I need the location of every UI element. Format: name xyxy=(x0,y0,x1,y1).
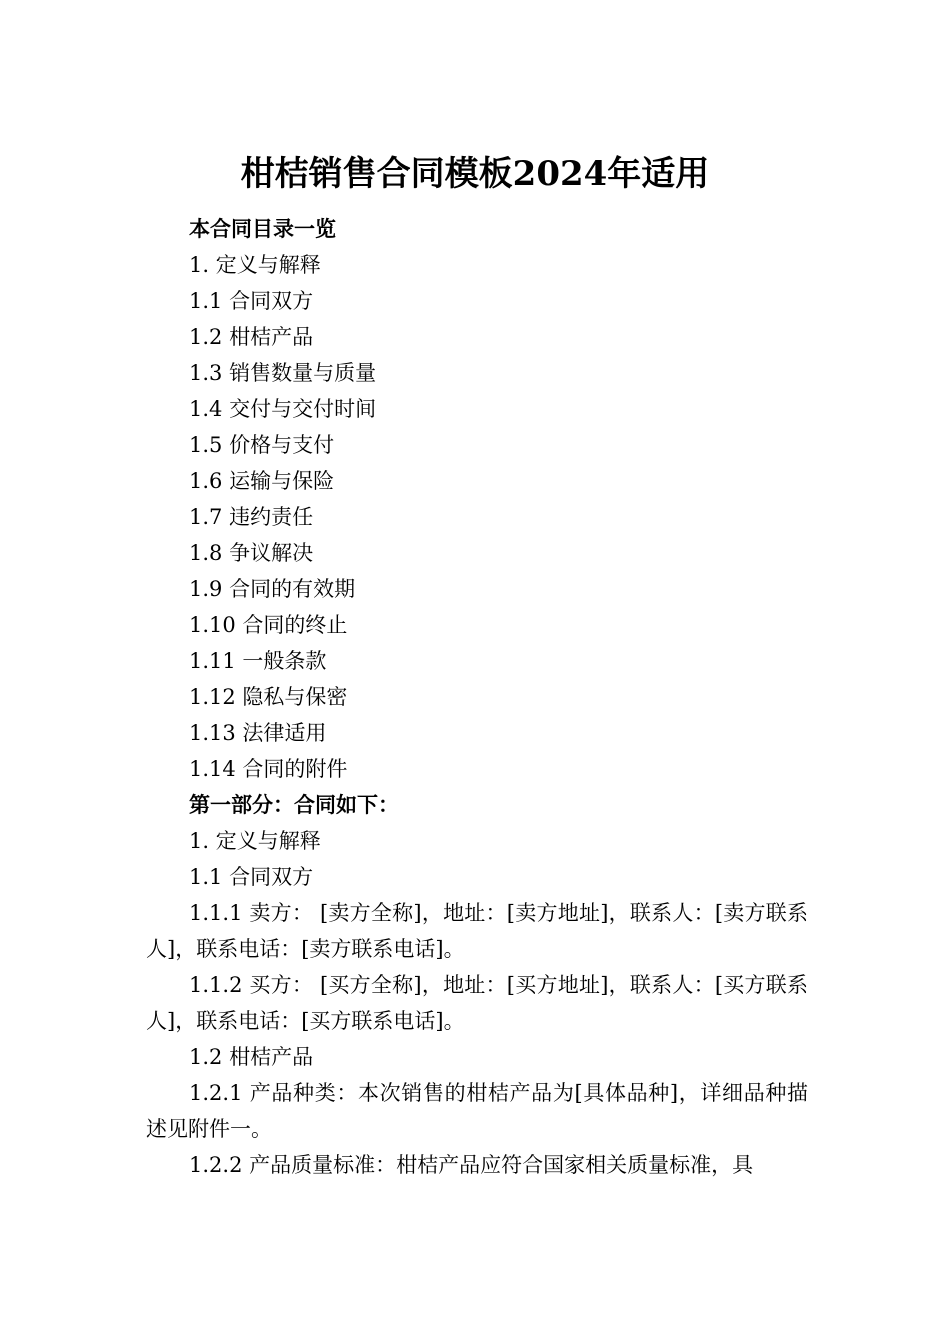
clause-paragraph: 1.1.1 卖方： [卖方全称]，地址：[卖方地址]，联系人：[卖方联系人]，联系电话：[卖方联系电话]。 xyxy=(146,901,808,961)
subsection-heading: 1.1 合同双方 xyxy=(189,865,314,889)
toc-item: 1.12 隐私与保密 xyxy=(189,685,348,709)
part-heading: 第一部分：合同如下： xyxy=(189,792,399,817)
toc-item: 1.9 合同的有效期 xyxy=(189,577,356,601)
document-content xyxy=(146,211,808,1183)
toc-item: 1.5 价格与支付 xyxy=(189,433,335,457)
subsection-heading: 1.2 柑桔产品 xyxy=(189,1045,314,1069)
toc-item: 1.1 合同双方 xyxy=(189,289,314,313)
clause-paragraph: 1.2.2 产品质量标准：柑桔产品应符合国家相关质量标准，具 xyxy=(189,1153,754,1177)
toc-item: 1.4 交付与交付时间 xyxy=(189,397,377,421)
toc-list xyxy=(146,247,808,787)
toc-item: 1. 定义与解释 xyxy=(189,253,321,277)
toc-item: 1.11 一般条款 xyxy=(189,649,327,673)
section-heading: 1. 定义与解释 xyxy=(189,829,321,853)
toc-item: 1.2 柑桔产品 xyxy=(189,325,314,349)
toc-heading: 本合同目录一览 xyxy=(189,216,336,241)
toc-item: 1.10 合同的终止 xyxy=(189,613,348,637)
toc-item: 1.3 销售数量与质量 xyxy=(189,361,377,385)
clause-paragraph: 1.2.1 产品种类：本次销售的柑桔产品为[具体品种]，详细品种描述见附件一。 xyxy=(146,1081,808,1141)
toc-item: 1.13 法律适用 xyxy=(189,721,327,745)
toc-item: 1.7 违约责任 xyxy=(189,505,314,529)
toc-item: 1.14 合同的附件 xyxy=(189,757,348,781)
document-title: 柑桔销售合同模板2024年适用 xyxy=(240,154,710,194)
toc-item: 1.6 运输与保险 xyxy=(189,469,335,493)
clause-paragraph: 1.1.2 买方： [买方全称]，地址：[买方地址]，联系人：[买方联系人]，联系电话：[买方联系电话]。 xyxy=(146,973,808,1033)
toc-item: 1.8 争议解决 xyxy=(189,541,314,565)
